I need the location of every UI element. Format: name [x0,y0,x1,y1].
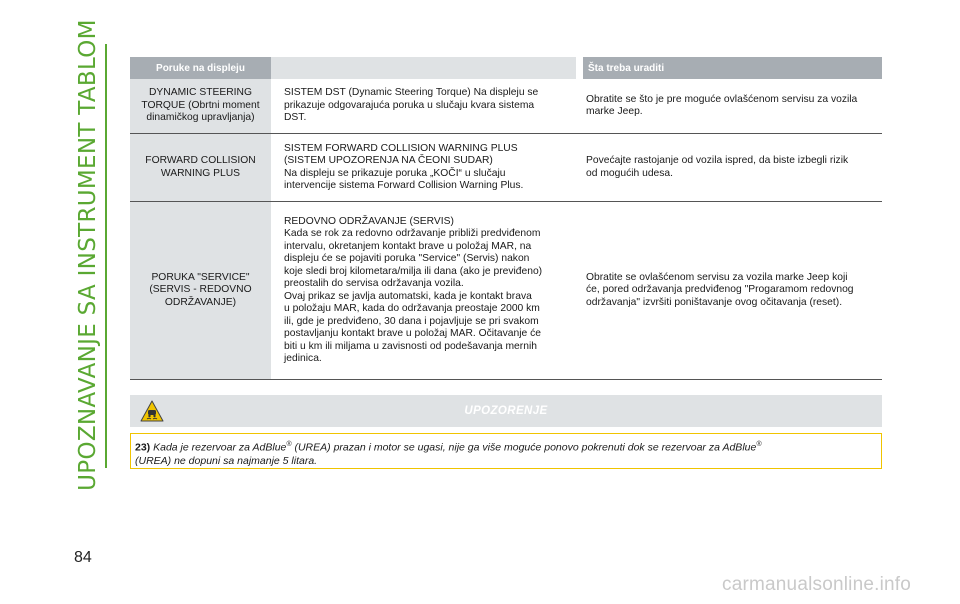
row-action: Obratite se ovlašćenom servisu za vozila marke Jeep koji će, pored održavanja predviđenog "Progaramom redovnog održavanja" izvršiti poništavanje ovog očitavanja (reset). [586,271,854,308]
chapter-title [68,19,108,491]
warning-text [130,433,882,469]
chapter-divider [105,44,107,468]
registered-mark: ® [756,441,762,448]
row-action: Povećajte rastojanje od vozila ispred, da biste izbegli rizik od mogućih udesa. [586,155,849,179]
warning-number: 23) [135,441,151,454]
header-description [271,57,576,79]
warning-header [130,395,882,427]
row-description: SISTEM DST (Dynamic Steering Torque) Na displeju se prikazuje odgovarajuća poruka u slučaju kvara sistema DST. [284,87,539,124]
header-messages: Poruke na displeju [130,57,271,79]
row-message: PORUKA "SERVICE" (SERVIS - REDOVNO ODRŽAVANJE) [130,202,271,379]
warning-text-part1: Kada je rezervoar za AdBlue [153,441,287,454]
chapter-title-text: UPOZNAVANJE SA INSTRUMENT TABLOM [75,19,101,491]
watermark: carmanualsonline.info [722,574,912,595]
row-description: REDOVNO ODRŽAVANJE (SERVIS) Kada se rok za redovno održavanje približi predviđenom intervalu, okretanjem kontakt brave u položaj MAR, na displeju će se pojaviti poruka "Service" (Servis) nakon koje sledi broj kilometara/milja ili dana (ako je previđeno) preostalih do servisa održavanja vozila. Ovaj prikaz se javlja automatski, kada je kontakt brava u položaju MAR, kada do održavanja preostaje 2000 km ili, gde je predviđeno, 30 dana i pojavljuje se pri svakom postavljanju kontakt brave u položaj MAR. Očitavanje će biti u km ili miljama u zavisnosti od podešavanja mernih jedinica. [284,215,543,364]
table-row [130,202,882,380]
table-header [130,57,882,79]
registered-mark: ® [286,441,292,448]
row-description: SISTEM FORWARD COLLISION WARNING PLUS (SISTEM UPOZORENJA NA ČEONI SUDAR) Na displeju se prikazuje poruka „KOČI“ u slučaju intervencije sistema Forward Collision Warning Plus. [284,142,524,191]
warning-text-part2: (UREA) prazan i motor se ugasi, nije ga više moguće ponovo pokrenuti dok se rezervoar za AdBlue [291,441,757,454]
table-row [130,134,882,202]
messages-table [130,57,882,380]
row-message: DYNAMIC STEERING TORQUE (Obrtni moment dinamičkog upravljanja) [130,79,271,133]
table-row [130,79,882,134]
warning-text-part3: (UREA) ne dopuni sa najmanje 5 litara. [135,454,318,467]
row-action: Obratite se što je pre moguće ovlašćenom servisu za vozila marke Jeep. [586,93,858,117]
page-number: 84 [74,549,92,566]
row-message: FORWARD COLLISION WARNING PLUS [130,134,271,201]
header-action: Šta treba uraditi [583,57,882,79]
warning-title: UPOZORENJE [464,405,548,417]
